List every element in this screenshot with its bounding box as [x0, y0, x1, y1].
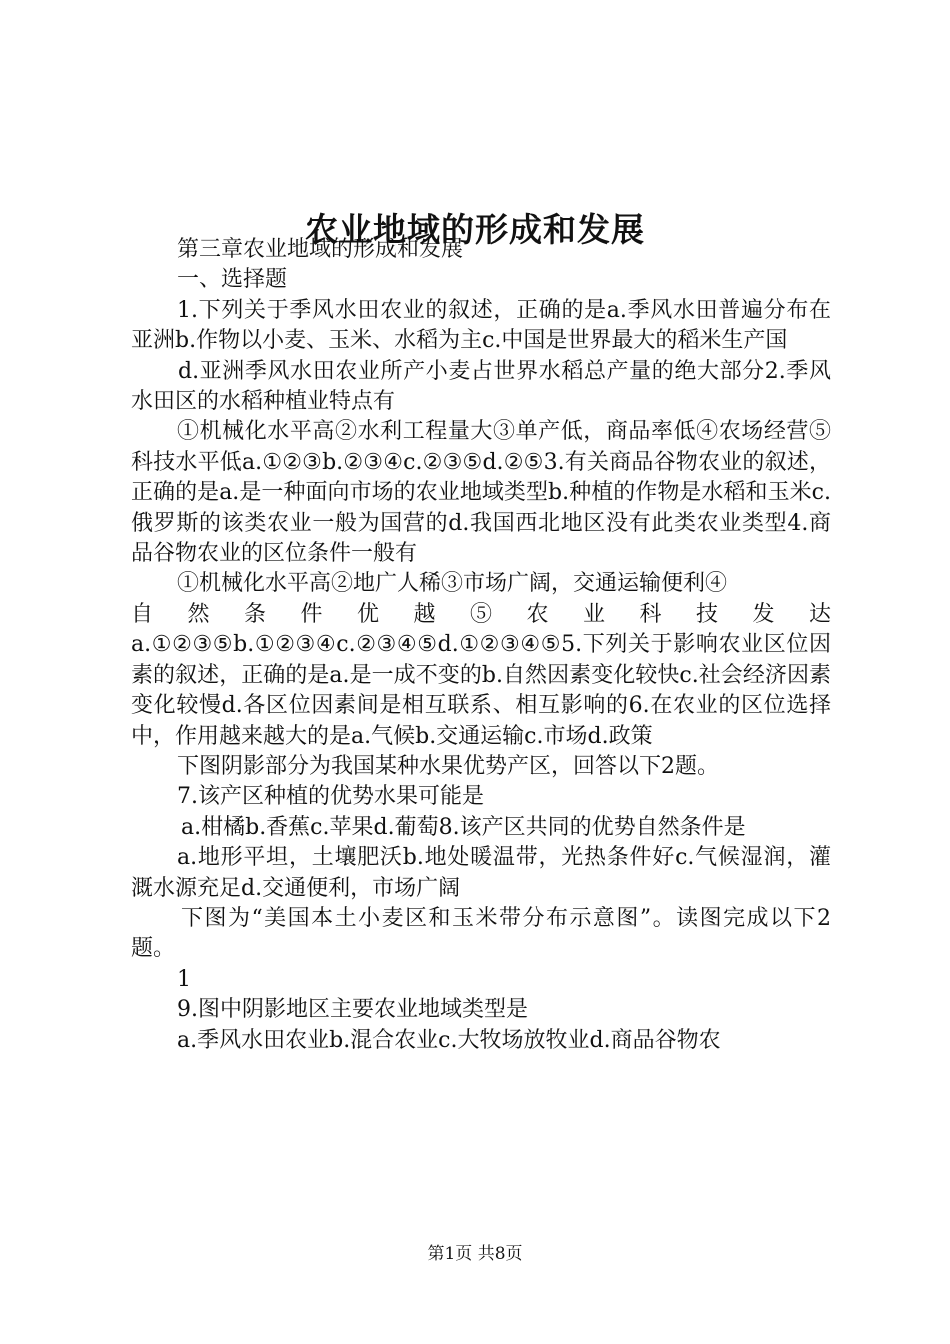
question: 9.图中阴影地区主要农业地域类型是	[177, 997, 528, 1023]
paragraph: a.地形平坦，土壤肥沃b.地处暖温带，光热条件好c.气候湿润，灌溉水源充足d.交通便利，市场广阔	[131, 845, 831, 901]
paragraph: 下图为“美国本土小麦区和玉米带分布示意图”。读图完成以下2题。	[131, 905, 831, 962]
paragraph: 1.下列关于季风水田农业的叙述，正确的是a.季风水田普遍分布在亚洲b.作物以小麦、玉米、水稻为主c.中国是世界最大的稻米生产国	[131, 297, 831, 354]
paragraph: a.季风水田农业b.混合农业c.大牧场放牧业d.商品谷物农	[177, 1027, 721, 1053]
chapter-heading: 第三章农业地域的形成和发展	[177, 237, 464, 262]
paragraph: 下图阴影部分为我国某种水果优势产区，回答以下2题。	[177, 753, 719, 779]
question: 7.该产区种植的优势水果可能是	[177, 784, 484, 810]
paragraph: ①机械化水平高②地广人稀③市场广阔，交通运输便利④	[177, 571, 728, 597]
figure-number: 1	[177, 966, 191, 992]
paragraph: a.①②③⑤b.①②③④c.②③④⑤d.①②③④⑤5.下列关于影响农业区位因素的叙述，正确的是a.是一成不变的b.自然因素变化较快c.社会经济因素变化较慢d.各区位因素间是相互联系、相互影响的6.在农业的区位选择中，作用越来越大的是a.气候b.交通运输c.市场d.政策	[131, 632, 831, 749]
page-footer: 第1页 共8页	[427, 1244, 523, 1264]
paragraph: a.柑橘b.香蕉c.苹果d.葡萄8.该产区共同的优势自然条件是	[181, 814, 746, 840]
section-heading: 一、选择题	[177, 267, 288, 293]
document-body	[131, 235, 831, 1056]
paragraph: 自然条件优越⑤农业科技发达	[131, 601, 831, 627]
paragraph: d.亚洲季风水田农业所产小麦占世界水稻总产量的绝大部分2.季风水田区的水稻种植业特点有	[131, 358, 831, 415]
paragraph: ①机械化水平高②水利工程量大③单产低，商品率低④农场经营⑤科技水平低a.①②③b.②③④c.②③⑤d.②⑤3.有关商品谷物农业的叙述，正确的是a.是一种面向市场的农业地域类型b.种植的作物是水稻和玉米c.俄罗斯的该类农业一般为国营的d.我国西北地区没有此类农业类型4.商品谷物农业的区位条件一般有	[131, 419, 831, 567]
page-title: 农业地域的形成和发展	[305, 210, 645, 250]
